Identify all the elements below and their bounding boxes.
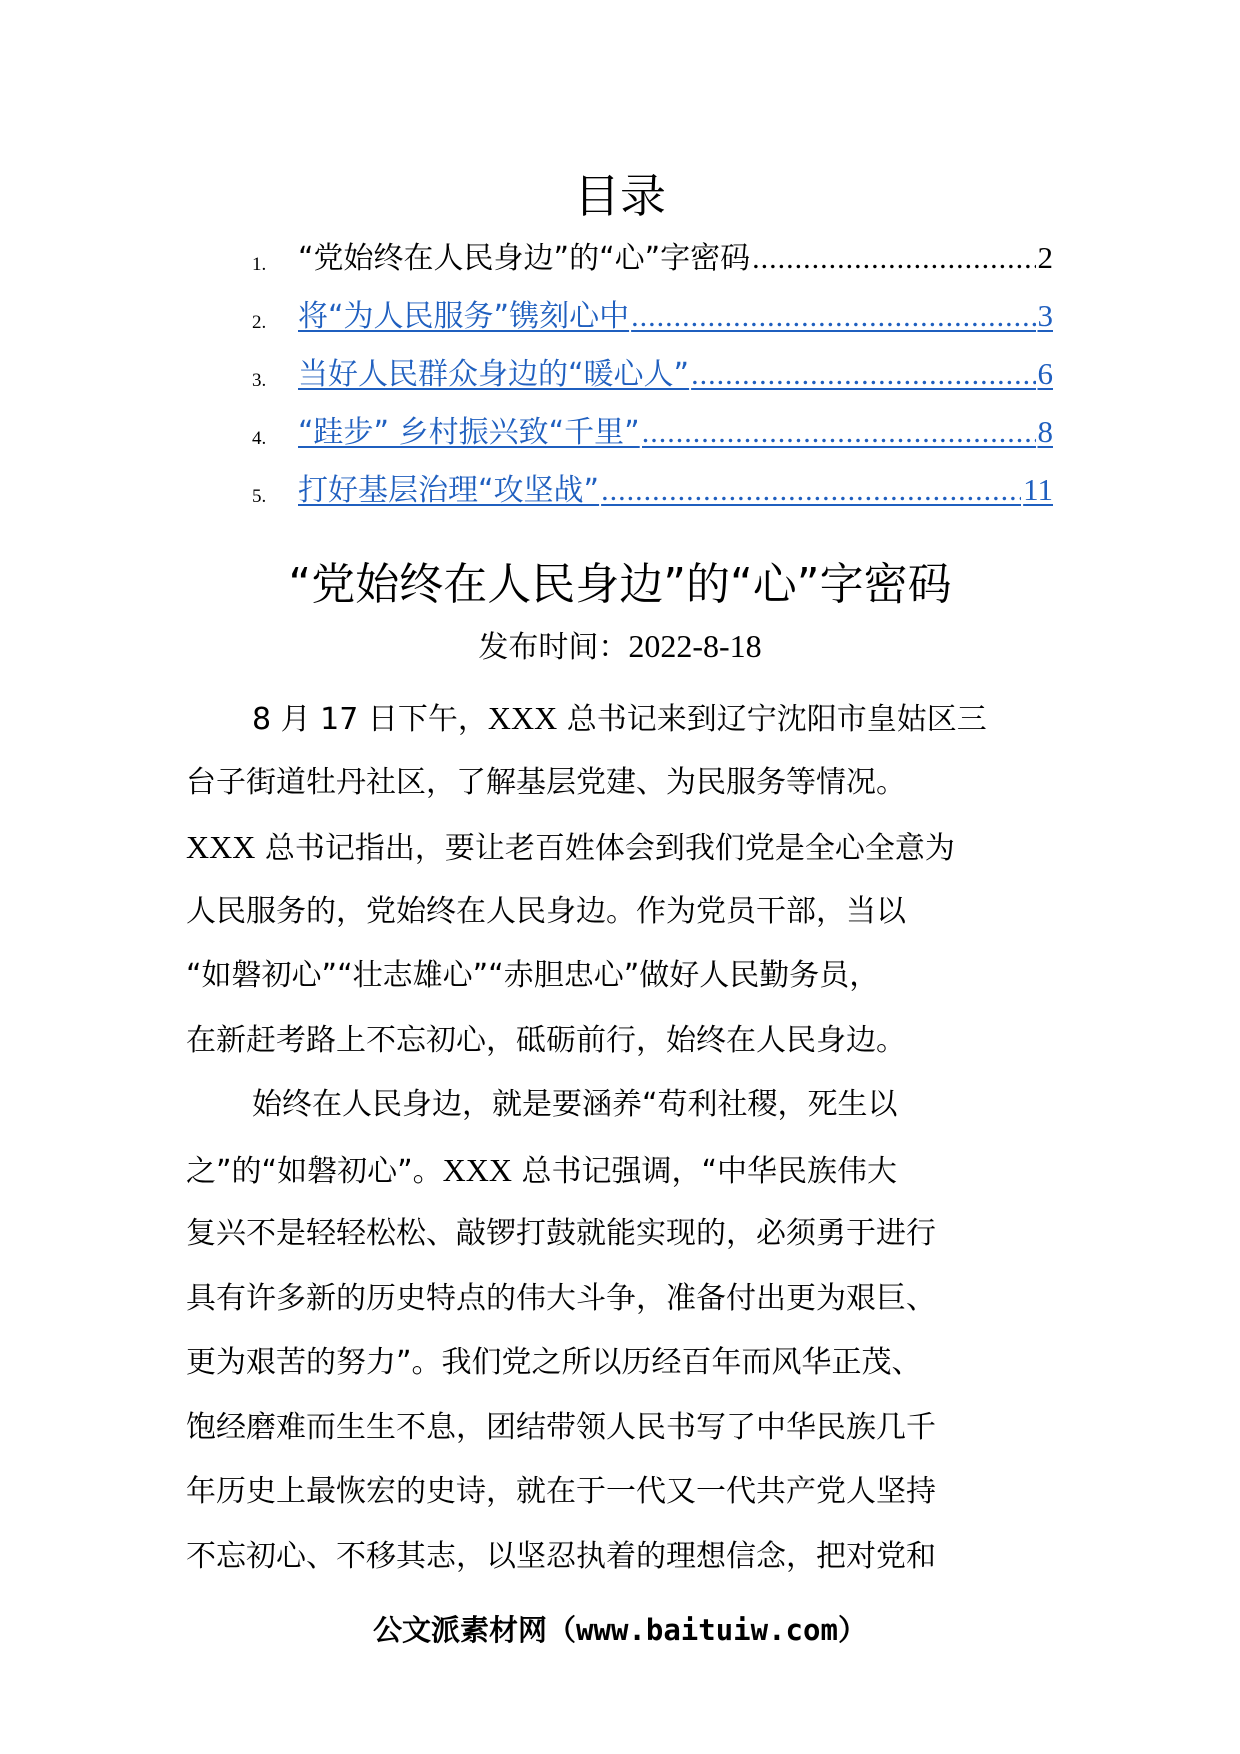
toc-item-number: 1. (252, 254, 267, 275)
publish-date-label: 发布时间： (478, 630, 629, 665)
toc-leader-dots (642, 411, 1036, 455)
article-body (186, 686, 1066, 1589)
toc-item (0, 236, 1240, 286)
article-title: “党始终在人民身边”的“心”字密码 (288, 559, 952, 610)
footer-site-name: 公文派素材网（ (373, 1613, 577, 1647)
text-line: 饱经磨难而生生不息，团结带领人民书写了中华民族几千 (186, 1409, 936, 1445)
toc-link-3[interactable] (298, 352, 1053, 397)
publish-date-value: 2022-8-18 (628, 628, 762, 664)
toc-leader-dots (691, 353, 1035, 397)
text-run: 总书记来到辽宁沈阳市皇姑区三 (557, 702, 987, 737)
toc-item-text: “党始终在人民身边”的“心”字密码 (298, 241, 751, 276)
toc-leader-dots (631, 295, 1035, 339)
text-line: 始终在人民身边，就是要涵养“苟利社稷，死生以 (252, 1087, 898, 1122)
toc-item (0, 468, 1240, 518)
toc-item-number: 3. (252, 370, 267, 391)
toc-item-text: 将“为人民服务”镌刻心中 (298, 299, 630, 334)
text-line: 复兴不是轻轻松松、敲锣打鼓就能实现的，必须勇于进行 (186, 1216, 936, 1251)
toc-link-2[interactable] (298, 294, 1053, 339)
paragraph-1 (186, 686, 1066, 1073)
toc-item-number: 5. (252, 486, 267, 507)
toc-leader-dots (601, 469, 1021, 513)
text-line (186, 1138, 1066, 1203)
toc-item-page: 3 (1037, 298, 1053, 333)
publish-date (0, 624, 1240, 670)
text-line: 在新赶考路上不忘初心，砥砺前行，始终在人民身边。 (186, 1022, 906, 1058)
text-run: 总书记指出，要让老百姓体会到我们党是全心全意为 (255, 831, 955, 866)
text-run: XXX (442, 1151, 512, 1188)
toc-item-text: 打好基层治理“攻坚战” (298, 473, 600, 508)
text-run: 8 月 17 日下午， (252, 702, 488, 737)
toc-title: 目录 (574, 169, 666, 223)
text-run: 之”的“如磐初心”。 (186, 1153, 443, 1189)
toc-item-page: 2 (1037, 240, 1053, 275)
text-run: XXX (487, 700, 558, 736)
toc-item-page: 6 (1037, 356, 1053, 391)
toc-item-text: “跬步” 乡村振兴致“千里” (298, 415, 640, 450)
toc-item-text: 当好人民群众身边的“暖心人” (298, 357, 690, 392)
page-footer (0, 1608, 1240, 1652)
toc-item (0, 352, 1240, 402)
text-line (186, 686, 1066, 751)
toc-item-number: 2. (252, 312, 267, 333)
text-line (186, 815, 1066, 880)
toc-item-page: 11 (1023, 472, 1053, 507)
text-line: “如磐初心”“壮志雄心”“赤胆忠心”做好人民勤务员， (186, 958, 880, 993)
toc-item-number: 4. (252, 428, 267, 449)
toc-link-4[interactable] (298, 410, 1053, 455)
footer-url: www.baituiw.com (576, 1613, 838, 1647)
paragraph-2 (186, 1073, 1066, 1589)
toc-link-5[interactable] (298, 468, 1053, 513)
text-line: 年历史上最恢宏的史诗，就在于一代又一代共产党人坚持 (186, 1474, 936, 1509)
text-line: 更为艰苦的努力”。我们党之所以历经百年而风华正茂、 (186, 1345, 922, 1380)
toc-leader-dots (752, 237, 1035, 281)
footer-close: ） (837, 1613, 867, 1647)
toc-item (0, 294, 1240, 344)
text-run: XXX (186, 829, 256, 865)
toc-item-page: 8 (1037, 414, 1053, 449)
toc-entry-1[interactable] (298, 236, 1053, 281)
text-line: 具有许多新的历史特点的伟大斗争，准备付出更为艰巨、 (186, 1280, 936, 1316)
text-run: 总书记强调，“中华民族伟大 (511, 1153, 898, 1189)
text-line: 不忘初心、不移其志，以坚忍执着的理想信念，把对党和 (186, 1538, 936, 1574)
toc-item (0, 410, 1240, 460)
text-line: 台子街道牡丹社区，了解基层党建、为民服务等情况。 (186, 764, 906, 800)
text-line: 人民服务的，党始终在人民身边。作为党员干部，当以 (186, 893, 906, 929)
